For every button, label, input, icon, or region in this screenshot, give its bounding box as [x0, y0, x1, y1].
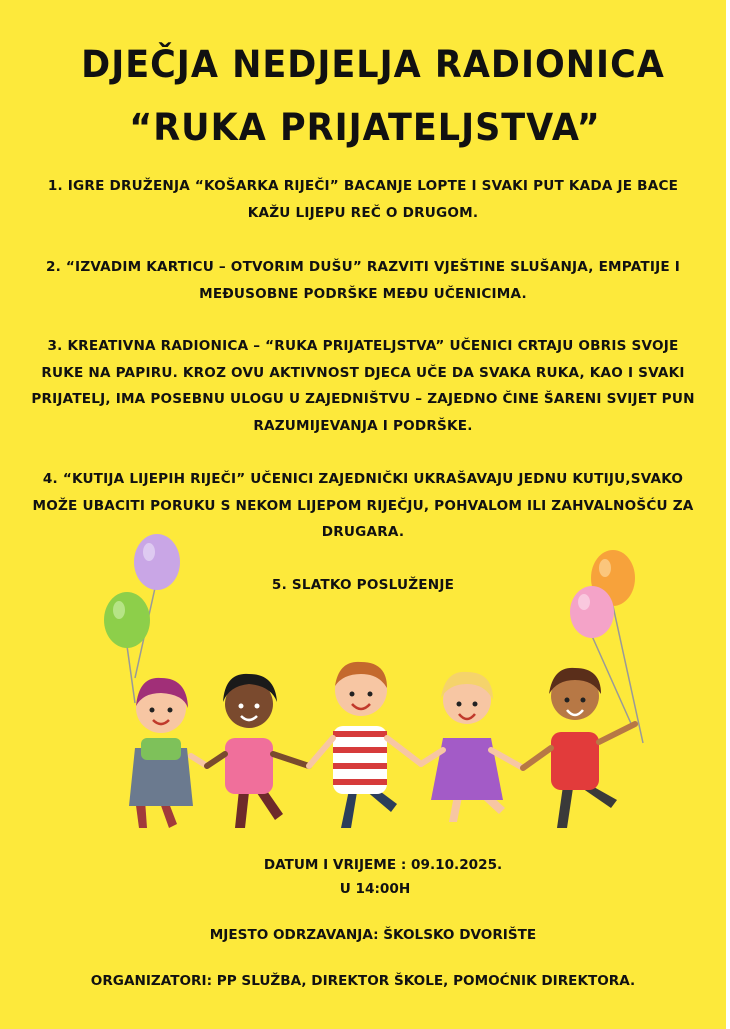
activity-item-5: 5. SLATKO POSLUŽENJE: [271, 577, 455, 593]
date-line: DATUM I VRIJEME : 09.10.2025.: [263, 857, 503, 873]
activity-item-2: 2. “IZVADIM KARTICU – OTVORIM DUŠU” RAZVITI VJEŠTINE SLUŠANJA, EMPATIJE I MEĐUSOBNE PODRŠKE MEĐU UČENICIMA.: [45, 259, 681, 302]
time-line: U 14:00H: [339, 881, 411, 897]
child-5-icon: [523, 668, 635, 828]
activity-item-3: 3. KREATIVNA RADIONICA – “RUKA PRIJATELJSTVA” UČENICI CRTAJU OBRIS SVOJE RUKE NA PAPIRU. KROZ OVU AKTIVNOST DJECA UČE DA SVAKA RUKA, KAO I SVAKI PRIJATELJ, IMA POSEBNU ULOGU U ZAJEDNIŠTVU – ZAJEDNO ČINE ŠARENI SVIJET PUN RAZUMIJEVANJA I PODRŠKE.: [31, 338, 695, 434]
child-4-icon: [421, 672, 523, 822]
poster-title-line1: DJEČJA NEDJELJA RADIONICA: [81, 43, 665, 87]
children-holding-hands-illustration: [95, 528, 655, 844]
child-1-icon: [129, 678, 207, 828]
poster-title-line2: “RUKA PRIJATELJSTVA”: [129, 106, 601, 150]
balloon-orange-icon: [591, 550, 643, 743]
organizers-line: ORGANIZATORI: PP SLUŽBA, DIREKTOR ŠKOLE, POMOĆNIK DIREKTORA.: [90, 973, 636, 989]
child-3-icon: [309, 662, 421, 828]
page-edge: [726, 0, 730, 1029]
child-2-icon: [207, 674, 309, 828]
activity-item-1: 1. IGRE DRUŽENJA “KOŠARKA RIJEČI” BACANJE LOPTE I SVAKI PUT KADA JE BACE KAŽU LIJEPU REČ O DRUGOM.: [47, 178, 679, 221]
location-line: MJESTO ODRZAVANJA: ŠKOLSKO DVORIŠTE: [209, 927, 537, 943]
activity-item-4: 4. “KUTIJA LIJEPIH RIJEČI” UČENICI ZAJEDNIČKI UKRAŠAVAJU JEDNU KUTIJU,SVAKO MOŽE UBACITI PORUKU S NEKOM LIJEPOM RIJEČJU, POHVALOM ILI ZAHVALNOŠĆU ZA DRUGARA.: [32, 471, 694, 540]
